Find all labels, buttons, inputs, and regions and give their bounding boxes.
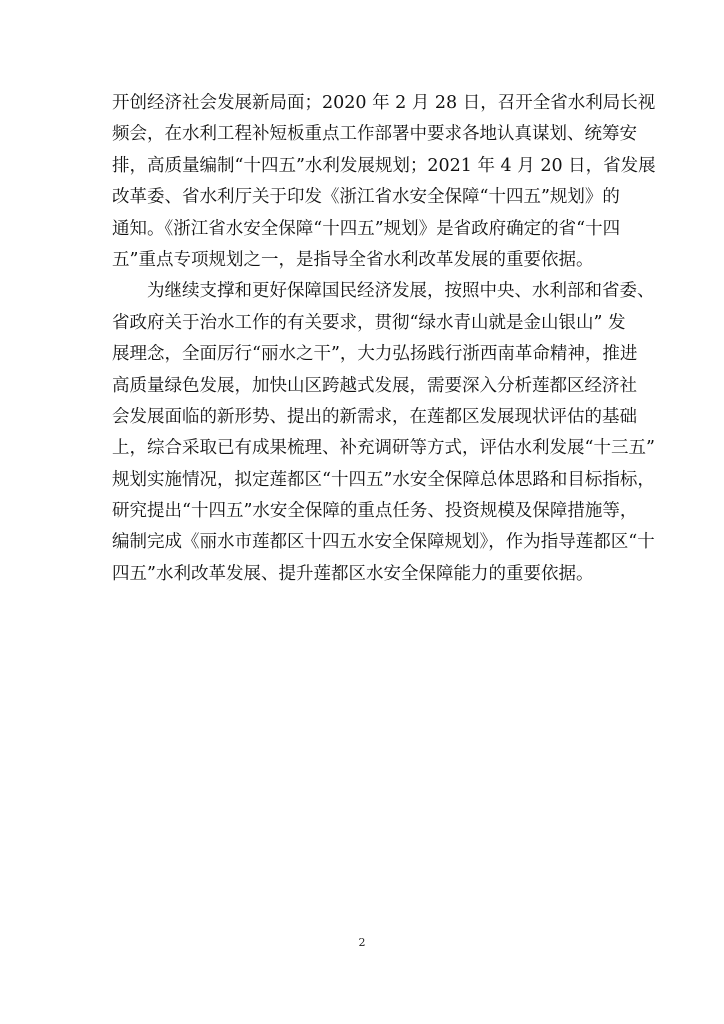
paragraph-2 [112,276,655,590]
text-line: 五”重点专项规划之一，是指导全省水利改革发展的重要依据。 [112,249,594,270]
text-line: 编制完成《丽水市莲都区十四五水安全保障规划》，作为指导莲都区“十 [112,532,655,553]
text-line: 频会，在水利工程补短板重点工作部署中要求各地认真谋划、统筹安 [112,124,637,145]
text-line: 会发展面临的新形势、提出的新需求，在莲都区发展现状评估的基础 [112,406,637,427]
text-line: 开创经济社会发展新局面；2020 年 2 月 28 日，召开全省水利局长视 [112,93,656,113]
text-line: 规划实施情况，拟定莲都区“十四五”水安全保障总体思路和目标指标， [112,469,655,490]
page-number: 2 [358,936,366,949]
text-line: 排，高质量编制“十四五”水利发展规划；2021 年 4 月 20 日，省发展 [112,155,656,176]
text-line: 研究提出“十四五”水安全保障的重点任务、投资规模及保障措施等， [112,501,638,522]
text-line: 展理念，全面厉行“丽水之干”，大力弘扬践行浙西南革命精神，推进 [112,344,638,365]
text-line: 上，综合采取已有成果梳理、补充调研等方式，评估水利发展“十三五” [112,438,655,459]
text-line: 高质量绿色发展，加快山区跨越式发展，需要深入分析莲都区经济社 [112,375,637,396]
paragraph-1 [112,88,656,276]
text-line: 通知。《浙江省水安全保障“十四五”规划》是省政府确定的省“十四 [112,218,621,239]
text-line: 省政府关于治水工作的有关要求，贯彻“绿水青山就是金山银山” 发 [112,312,626,333]
text-line: 四五”水利改革发展、提升莲都区水安全保障能力的重要依据。 [112,563,594,584]
document-body [112,88,656,590]
text-line: 改革委、省水利厅关于印发《浙江省水安全保障“十四五”规划》的 [112,187,620,208]
text-line: 为继续支撑和更好保障国民经济发展，按照中央、水利部和省委、 [147,281,655,302]
